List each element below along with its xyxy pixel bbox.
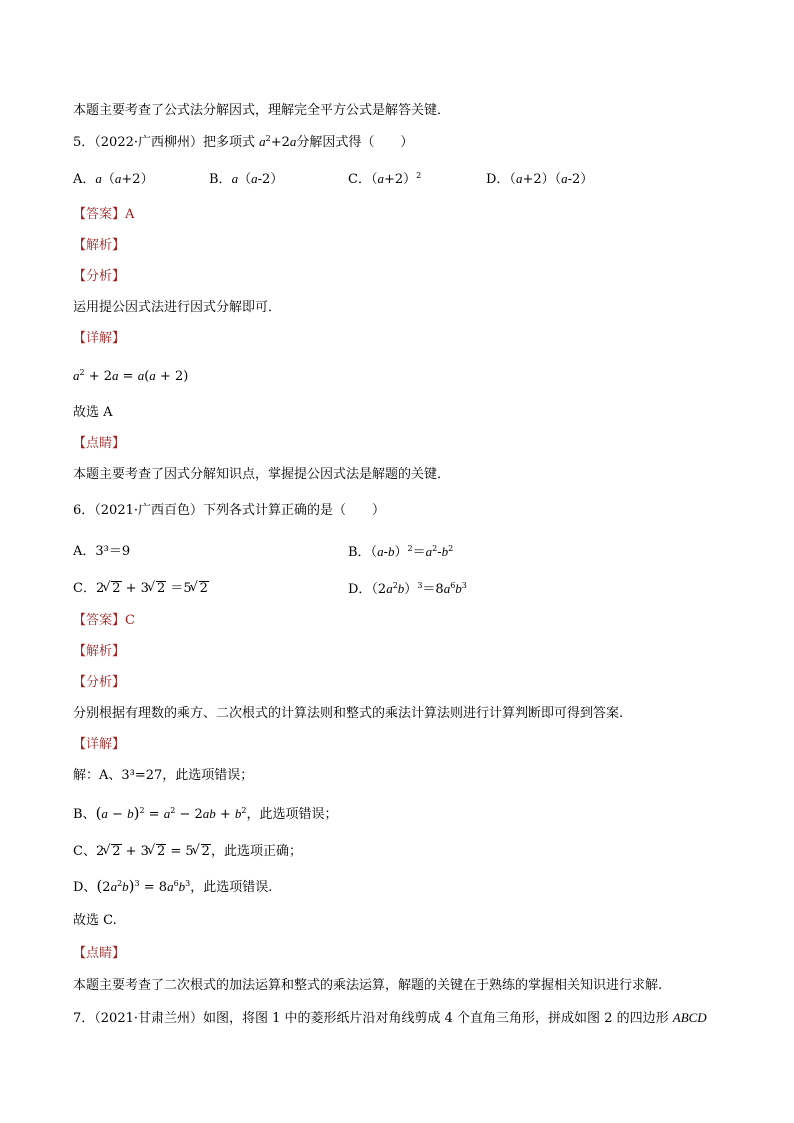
q6-dianjing-text: 本题主要考查了二次根式的加法运算和整式的乘法运算，解题的关键在于熟练的掌握相关知识进行求解. xyxy=(73,978,663,993)
q6-detail-c: C、2√ 2 + 3√ 2 = 5√ 2，此选项正确； xyxy=(73,844,302,860)
q5-option-c: C．$(a+2)^2$ xyxy=(348,171,422,187)
q5-option-b: B．a（a-2） xyxy=(209,171,284,187)
q5-guxuan: 故选 A xyxy=(73,405,113,420)
q7-title: 7．（2021·甘肃兰州）如图，将图 1 中的菱形纸片沿对角线剪成 4 个直角三角形，拼成如图 2 的四边形 ABCD xyxy=(73,1010,707,1026)
q5-option-a: A．a（a+2） xyxy=(73,171,154,187)
q5-jiexi-heading: 【解析】 xyxy=(73,238,126,253)
q5-formula: $a^2 + 2a = a(a + 2)$ xyxy=(73,368,189,384)
q6-detail-b: B、$(a - b)^2 = a^2 - 2ab + b^2$，此选项错误； xyxy=(73,804,338,822)
q6-title: 6．（2021·广西百色）下列各式计算正确的是（ ） xyxy=(73,503,385,518)
q6-fenxi-text: 分别根据有理数的乘方、二次根式的计算法则和整式的乘法计算法则进行计算判断即可得到答案. xyxy=(73,706,624,721)
q6-answer: 【答案】C xyxy=(73,613,135,628)
q4-comment: 本题主要考查了公式法分解因式，理解完全平方公式是解答关键． xyxy=(73,103,451,118)
q6-dianjing-heading: 【点睛】 xyxy=(73,946,126,961)
q5-fenxi-text: 运用提公因式法进行因式分解即可． xyxy=(73,300,282,315)
q5-xiangjie-heading: 【详解】 xyxy=(73,331,126,346)
q6-guxuan: 故选 C. xyxy=(73,913,117,928)
q6-option-d: D．$(2a^2b)^3=8a^6b^3$ xyxy=(348,581,467,597)
q6-option-b: B．$(a-b)^2=a^2-b^2$ xyxy=(348,544,454,560)
q5-option-d: D．（a+2）（a-2） xyxy=(486,171,594,187)
q6-detail-d: D、$(2a^2b)^3 = 8a^6b^3$，此选项错误. xyxy=(73,877,273,895)
q5-fenxi-heading: 【分析】 xyxy=(73,269,126,284)
q6-fenxi-heading: 【分析】 xyxy=(73,675,126,690)
q5-dianjing-heading: 【点睛】 xyxy=(73,436,126,451)
q5-answer: 【答案】A xyxy=(73,207,135,222)
q5-title: 5．（2022·广西柳州）把多项式 $a^2+2a$分解因式得（ ） xyxy=(73,134,414,150)
q6-option-a: A．3³＝9 xyxy=(73,544,131,559)
q6-jiexi-heading: 【解析】 xyxy=(73,644,126,659)
q6-option-c: C．2√ 2 + 3√ 2 ＝5√ 2 xyxy=(73,581,209,597)
q5-dianjing-text: 本题主要考查了因式分解知识点，掌握提公因式法是解题的关键． xyxy=(73,467,451,482)
q6-detail-a: 解：A、3³=27，此选项错误； xyxy=(73,768,254,783)
q6-xiangjie-heading: 【详解】 xyxy=(73,737,126,752)
